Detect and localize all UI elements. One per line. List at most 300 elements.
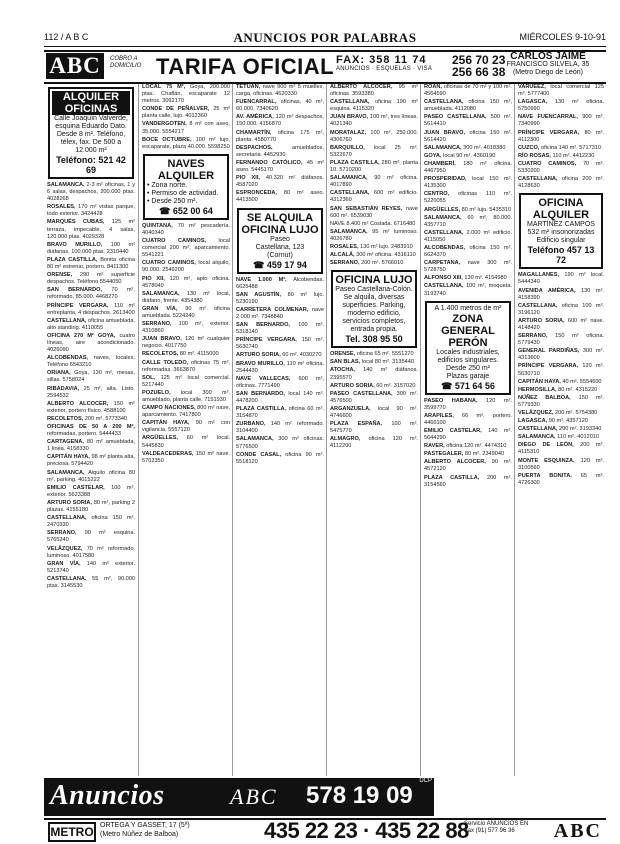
- classified-ad: [518, 84, 604, 98]
- classified-ad: [518, 458, 604, 472]
- ad-keyword: ALBERTO ALCOCER,: [330, 84, 393, 90]
- ad-keyword: PRÍNCIPE VERGARA,: [47, 302, 109, 309]
- ad-body: 110 m² entreplanta, 4 despachos. 2613400: [47, 302, 135, 316]
- classified-ad: [142, 223, 230, 237]
- ad-keyword: SALAMANCA,: [424, 214, 462, 221]
- classified-ad: [424, 161, 512, 175]
- ad-keyword: NAVE 1.000 M²,: [236, 276, 287, 283]
- classified-ad: [47, 303, 135, 317]
- ad-list: [421, 398, 515, 489]
- classified-ad: [236, 292, 324, 306]
- ad-list: [515, 272, 607, 487]
- classified-ad: [236, 307, 324, 321]
- classified-ad: [142, 420, 230, 434]
- classified-ad: [330, 190, 418, 204]
- ad-keyword: SAN BERNARDO,: [47, 287, 103, 294]
- ad-keyword: VALDEACEDERAS,: [142, 450, 194, 457]
- box-line: MARTÍNEZ CAMPOS: [527, 221, 595, 229]
- column-4: [326, 84, 421, 776]
- ad-body: 100 m² diáfanas, 100.000 ptas. 2310440: [47, 241, 136, 255]
- ad-keyword: SERRANO,: [330, 260, 360, 267]
- classified-ad: [47, 333, 135, 354]
- ad-keyword: LAGASCA,: [518, 99, 548, 106]
- classified-ad: [424, 428, 512, 442]
- ad-body: nave 900 m² 5 muelles, carga, oficinas. 4620330: [236, 84, 324, 98]
- ad-body: oficina 150 m². 6624370: [424, 244, 512, 259]
- masthead: [44, 50, 606, 84]
- fax-box: [336, 54, 446, 72]
- ad-body: local 300 m², amueblado, planta calle. 7151930: [142, 389, 230, 403]
- classified-ad: [424, 230, 512, 244]
- ad-body: oficina 175 m², planta. 4580770: [236, 129, 324, 143]
- classified-ad: [47, 515, 135, 529]
- ad-keyword: CUZCO,: [518, 144, 540, 151]
- column-6: [514, 84, 607, 776]
- ad-keyword: RAVER,: [424, 443, 445, 450]
- ad-keyword: SALAMANCA,: [142, 290, 180, 297]
- ad-keyword: PROSPERIDAD,: [424, 176, 467, 183]
- classified-ad: [518, 161, 604, 175]
- ad-keyword: QUINTANA,: [142, 222, 173, 229]
- classified-ad: [47, 439, 135, 453]
- classified-ad: [142, 375, 230, 389]
- ad-keyword: OFICINA 270 M² GOYA,: [47, 332, 116, 339]
- agency-box: [494, 53, 602, 77]
- ad-body: 600 m², oficinas. 7771490: [236, 375, 324, 389]
- ad-keyword: HERMOSILLA,: [518, 386, 557, 393]
- box-title: ALQUILER OFICINAS: [52, 91, 130, 115]
- classified-ad: [236, 361, 324, 375]
- box-line: • Desde 250 m².: [147, 197, 198, 205]
- ad-body: 280 m², planta 10. 5710200: [330, 159, 418, 174]
- ad-keyword: NÚÑEZ BALBOA,: [518, 394, 571, 401]
- ad-keyword: SALAMANCA,: [330, 175, 368, 182]
- ad-body: 130 m² oficina. 5750990: [518, 99, 604, 113]
- classified-ad: [47, 219, 135, 240]
- ad-body: oficina 60 m². 3154870: [236, 406, 324, 420]
- address-line: ORTEGA Y GASSET, 17 (5ª): [100, 822, 190, 829]
- classified-ad: [518, 176, 604, 190]
- ad-keyword: CASTELLANA,: [518, 302, 558, 309]
- ad-keyword: BRAVO MURILLO,: [47, 241, 103, 248]
- box-naves: [143, 154, 229, 220]
- ad-list: [515, 84, 607, 190]
- banner-word: Anuncios: [50, 780, 165, 811]
- ad-keyword: BRAVO MURILLO,: [236, 360, 285, 367]
- ad-keyword: ESPRONCEDA,: [236, 190, 278, 197]
- ad-keyword: RÍO ROSAS,: [518, 152, 551, 159]
- classified-ad: [330, 175, 418, 189]
- ad-body: oficina 150 m². 5614420: [424, 129, 512, 143]
- ad-body: 110 m². 4012010: [555, 434, 600, 441]
- ad-keyword: CONDE CASAL,: [236, 451, 282, 458]
- ad-keyword: PLAZA CASTILLA,: [330, 159, 380, 166]
- classified-ad: [47, 287, 135, 301]
- classified-ad: [330, 383, 418, 390]
- classified-ad: [142, 435, 230, 449]
- classified-ad: [330, 436, 418, 450]
- section-title: ANUNCIOS POR PALABRAS: [233, 30, 417, 45]
- ad-keyword: ALCOBENDAS,: [424, 244, 466, 251]
- classified-ad: [47, 318, 135, 332]
- classified-ad: [518, 363, 604, 377]
- ad-keyword: CASTELLANA,: [330, 99, 370, 106]
- ad-body: 110 m² oficina. 2544430: [236, 360, 325, 374]
- ad-body: 80 m². 2349040: [463, 451, 505, 458]
- ad-body: 140 m² diáfanos. 2395570: [330, 367, 418, 381]
- ad-keyword: PRÍNCIPE VERGARA,: [518, 363, 579, 370]
- ad-body: 150 m² exterior, portero físico. 4588100: [47, 400, 135, 414]
- classified-ad: [47, 204, 135, 218]
- ad-keyword: CHAMBERÍ,: [424, 160, 456, 167]
- ad-body: Goya, 130 m², mesas, sillas. 5758024: [47, 370, 135, 384]
- ad-keyword: SERRANO,: [47, 530, 77, 537]
- ad-body: 2.000 m² edificio. 4115050: [424, 229, 512, 243]
- classified-ad: [330, 206, 418, 220]
- classified-ad: [236, 322, 324, 336]
- ad-keyword: GOYA,: [424, 152, 442, 159]
- ad-body: nave 300 m². 5728750: [424, 260, 512, 274]
- classified-ad: [518, 130, 604, 144]
- classified-ad: [236, 190, 324, 204]
- classified-ad: [142, 276, 230, 290]
- classified-ad: [47, 401, 135, 415]
- ad-body: 200 m². 3193340: [557, 426, 602, 433]
- ad-keyword: BOCE OCTUBRE,: [142, 136, 192, 143]
- ad-body: local 150 m². 4135300: [424, 176, 512, 190]
- classified-ad: [424, 443, 512, 450]
- classified-ad: [330, 359, 418, 366]
- column-3: [232, 84, 327, 776]
- classified-ad: [518, 99, 604, 113]
- ad-body: 100 m² lujo, escaparate, plaza 40.000. 5598250: [142, 136, 230, 150]
- ad-body: amueblados, secretaria. 4452930: [236, 144, 324, 158]
- ad-body: local 80 m². 3135440: [360, 359, 414, 366]
- ad-keyword: PASEO HABANA,: [424, 397, 478, 404]
- ad-keyword: MORATALAZ,: [330, 129, 367, 136]
- classified-ad: [142, 121, 230, 135]
- ad-keyword: SAN BLAS,: [330, 359, 361, 366]
- ad-body: 120 m² despachos, 150.000. 4156870: [236, 114, 324, 128]
- ad-body: local alquilo, 90.000. 2549200: [142, 260, 230, 274]
- ad-keyword: CUATRO CAMINOS,: [518, 160, 577, 167]
- classified-ad: [424, 245, 512, 259]
- box-line: • Permiso de actividad.: [147, 189, 219, 197]
- ad-keyword: RECOLETOS,: [142, 351, 179, 358]
- classified-ad: [142, 451, 230, 465]
- ad-keyword: PASTEGALER,: [424, 451, 464, 458]
- ad-keyword: ORENSE,: [47, 272, 73, 279]
- ad-body: 66 m², portero. 4466100: [424, 412, 512, 426]
- box-title: ZONA GENERAL PERÓN: [441, 312, 495, 349]
- classified-ad: [424, 451, 512, 458]
- ad-keyword: SALAMANCA,: [47, 182, 85, 188]
- ad-body: 100 m². 5475770: [330, 421, 418, 435]
- ad-body: oficinas 75 m², reformadas. 3663870: [142, 359, 230, 373]
- box-lujo-2: [331, 270, 417, 348]
- ad-keyword: PRÍNCIPE VERGARA,: [518, 129, 580, 136]
- classified-ad: [47, 561, 135, 575]
- classified-ad: [424, 99, 512, 113]
- ad-body: local 25 m². 5322670: [330, 144, 418, 158]
- ad-keyword: PLAZA CASTILLA,: [236, 406, 287, 413]
- ad-keyword: SERRANO,: [518, 333, 548, 340]
- ad-body: Alcobendas. 6625488: [236, 276, 324, 290]
- classified-ad: [424, 207, 512, 214]
- ad-body: 100 m². 5318140: [236, 322, 324, 336]
- ad-keyword: CUATRO CAMINOS,: [142, 260, 196, 267]
- classified-ad: [236, 376, 324, 390]
- running-header: [44, 30, 606, 47]
- ad-body: 70 m² pescadería. 4040340: [142, 222, 230, 236]
- ad-body: 25 m² planta calle, lujo. 4012360: [142, 106, 230, 120]
- box-line: • Zona norte.: [147, 181, 188, 189]
- column-5: [420, 84, 515, 776]
- ad-keyword: PASEO CASTELLANA,: [424, 114, 487, 121]
- ad-body: 95 m² oficinas. 3593380: [330, 84, 418, 98]
- classified-ad: [518, 418, 604, 425]
- ad-body: oficina 65 m². 5551270: [355, 351, 414, 358]
- ad-body: 120 m². 3599770: [424, 397, 512, 411]
- classified-ad: [518, 410, 604, 417]
- service-line: Fax (91) 577 96 36: [464, 828, 515, 834]
- ad-keyword: VANDERGOTEN,: [142, 121, 187, 128]
- ad-keyword: SAN SEBASTIÁN REYES,: [330, 205, 403, 212]
- ad-body: 100 m², 250.000. 4306760: [330, 129, 418, 143]
- ad-body: Alquilo oficina 80 m², parking. 4015222: [47, 469, 135, 483]
- ad-body: 300 m² oficinas. 5776500: [236, 436, 324, 450]
- ad-keyword: CAMPO NACIONES,: [142, 405, 196, 412]
- classified-ad: [236, 421, 324, 435]
- ad-keyword: CAPITÁN HAYA,: [142, 420, 190, 427]
- classified-ad: [424, 283, 512, 297]
- box-line: (Cornut): [267, 251, 293, 259]
- ad-body: 200 m². 3154560: [424, 474, 512, 488]
- issue-date: MIÉRCOLES 9-10-91: [519, 32, 606, 42]
- ad-keyword: CASTELLANA,: [518, 176, 558, 183]
- ad-keyword: POZUELO,: [142, 389, 171, 396]
- classified-ad: [330, 351, 418, 358]
- ad-keyword: JUAN BRAVO,: [142, 336, 182, 343]
- classified-ad: [236, 145, 324, 159]
- box-oficinas: [48, 87, 134, 179]
- classified-ad: [47, 257, 135, 271]
- ad-keyword: RECOLETOS,: [47, 415, 84, 422]
- ad-keyword: ARGANZUELA,: [330, 405, 371, 412]
- classified-ad: [330, 84, 418, 98]
- classified-ad: [236, 175, 324, 189]
- ad-keyword: SALAMANCA,: [47, 469, 85, 476]
- classified-ad: [330, 229, 418, 243]
- ad-body: 200 m². 5766010: [359, 260, 404, 267]
- ad-body: 90 m² esquina. 5765240: [47, 530, 135, 544]
- ad-keyword: CASTELLANA,: [330, 190, 370, 197]
- ad-keyword: CASTELLANA,: [47, 515, 87, 522]
- classified-ad: NAVE 8.400 m² Coslada. 6716480: [330, 220, 416, 227]
- ad-keyword: FUENCARRAL,: [236, 99, 277, 106]
- box-line: Calle Joaquín Valverde, esquina Eduardo Dato.: [54, 115, 128, 130]
- ad-keyword: CASTELLANA,: [424, 99, 464, 106]
- classified-ad: [424, 398, 512, 412]
- ad-keyword: GRAN VÍA,: [47, 560, 81, 567]
- ad-keyword: PLAZA ESPAÑA,: [330, 421, 383, 428]
- ad-body: oficina amueblada, alto standing. 4110055: [47, 317, 135, 331]
- fax-sub: ANUNCIOS · ESQUELAS · VISA: [336, 66, 433, 72]
- ad-keyword: ALCALÁ,: [330, 252, 355, 259]
- ad-keyword: LAGASCA,: [518, 418, 548, 425]
- ad-keyword: ALBERTO ALCOCER,: [47, 400, 109, 407]
- ad-body: 600 m² nave. 4148420: [518, 317, 605, 331]
- ad-body: 600 m² edificio. 4312360: [330, 190, 418, 204]
- classified-ad: [236, 114, 324, 128]
- classified-ad: [518, 426, 604, 433]
- classified-ad: [142, 390, 230, 404]
- ad-body: 100 m², exterior. 4310860: [142, 321, 230, 335]
- ad-keyword: ARTURO SORIA,: [518, 317, 565, 324]
- page-number: 112 / A B C: [44, 32, 89, 42]
- ad-list: [421, 84, 515, 298]
- classified-ad: [236, 337, 324, 351]
- box-lujo: [237, 208, 323, 274]
- classified-ad: [142, 360, 230, 374]
- classified-ad: [142, 260, 230, 274]
- ad-body: 98 m² planta alta, preciosa. 5794420: [47, 454, 135, 468]
- classified-ad: [424, 145, 512, 152]
- fax-number: FAX: 358 11 74: [336, 54, 427, 66]
- box-line: Paseo: [270, 235, 290, 243]
- ad-body: 300 m². 4313600: [518, 348, 604, 362]
- ad-body: 80 m² lujo. 5230190: [236, 291, 324, 305]
- ad-list: [327, 84, 421, 267]
- ad-list: [139, 223, 233, 465]
- ad-body: 40.320 m² diáfanos. 4587020: [236, 175, 324, 189]
- metro-logo: METRO: [48, 822, 96, 842]
- ad-keyword: ARTURO SORIA,: [47, 499, 93, 506]
- ad-body: oficina 150 m², amueblada. 4112080: [424, 99, 512, 113]
- ad-keyword: ROAN,: [424, 84, 443, 90]
- ad-body: 70 m² reformado, luminoso. 4017580: [47, 545, 135, 559]
- ad-body: 120 m², apto oficina. 4578040: [142, 275, 230, 289]
- box-alquiler-2: [519, 193, 603, 269]
- ad-body: 80 m² lujo. 5435310: [460, 206, 512, 213]
- ad-body: oficina 120 m². 4112200: [330, 436, 418, 450]
- ad-body: 140 m² exterior. 5213740: [47, 560, 135, 574]
- ad-keyword: SAN BERNARDO,: [236, 322, 290, 329]
- classified-ad: [47, 386, 135, 400]
- ad-keyword: ORIANA,: [47, 370, 71, 377]
- ad-body: nave 600 m². 6539030: [330, 205, 418, 219]
- box-general-peron: [425, 301, 511, 395]
- ad-body: 100 m², moqueta. 3193740: [424, 283, 512, 297]
- classified-ad: [330, 145, 418, 159]
- classified-ad: [330, 114, 418, 128]
- ad-body: oficinas 110 m². 5220055: [424, 191, 512, 205]
- ad-body: oficina 190 m² esquina. 4115320: [330, 99, 418, 113]
- classified-ad: [47, 242, 135, 256]
- ad-keyword: ARGÜELLES,: [424, 206, 461, 213]
- ad-keyword: ZURBANO,: [236, 421, 266, 428]
- ad-keyword: CHAMARTÍN,: [236, 129, 272, 136]
- classified-ad: [142, 336, 230, 350]
- ad-body: 130 m² lujo. 2483910: [358, 243, 413, 250]
- ad-body: 90 m² oficina amueblada. 5224240: [142, 305, 231, 319]
- classified-ad: [424, 215, 512, 229]
- classified-ad: [236, 84, 324, 98]
- ad-body: 120 m². 3100560: [518, 457, 604, 471]
- ad-body: 300 m². 4576500: [330, 390, 418, 404]
- bottom-brand: ABC: [553, 820, 602, 842]
- ad-body: 60 m², 80.000. 4357710: [424, 214, 512, 228]
- ad-body: 190 m² local. 5444340: [518, 272, 604, 286]
- classified-ad: [424, 459, 512, 473]
- classified-ad: [47, 416, 135, 423]
- classified-ad: [424, 176, 512, 190]
- ad-body: 140 m² reformado. 3104400: [236, 421, 324, 435]
- classified-ad: [47, 485, 135, 499]
- classified-ad: [142, 321, 230, 335]
- ad-body: 90 m² con vigilancia. 5557120: [142, 420, 230, 434]
- ad-keyword: AV. AMÉRICA,: [236, 114, 274, 121]
- box-line: Plazas garaje: [446, 372, 490, 380]
- classified-ad: [518, 387, 604, 394]
- ad-body: 200 m². 5773340: [83, 415, 128, 422]
- banner-brand: ABC: [230, 784, 278, 809]
- ad-body: 200 m². 4115310: [518, 442, 604, 456]
- ad-keyword: SAN BERNARDO,: [236, 390, 286, 397]
- classified-ad: [330, 260, 418, 267]
- classified-ad: [47, 500, 135, 514]
- ad-keyword: JUAN BRAVO,: [330, 114, 369, 121]
- ad-body: 120 m² cualquier negocio. 4017750: [142, 336, 231, 350]
- ad-keyword: JUAN BRAVO,: [424, 129, 466, 136]
- ad-body: 140 m². 5644290: [424, 428, 512, 442]
- ad-body: 2-3 m² oficinas, 1 y 6 salas, despachos, 200.000 ptas. 4028268: [47, 182, 135, 203]
- classified-ad: [236, 277, 324, 291]
- masthead-phone-2: 256 66 38: [452, 65, 506, 79]
- ad-keyword: DIEGO DE LEÓN,: [518, 442, 574, 449]
- ad-keyword: OFICINAS DE 50 A 200 M²,: [47, 424, 135, 430]
- ad-keyword: NAVE FUENCARRAL,: [518, 114, 578, 121]
- bottom-strip: [44, 818, 606, 842]
- classified-ad: [518, 379, 604, 386]
- box-phone: Teléfono: 521 42 69: [56, 155, 126, 175]
- classified-ad: [142, 238, 230, 259]
- box-title: OFICINA LUJO: [335, 274, 413, 287]
- classified-ad: [518, 395, 604, 409]
- box-line: Locales industriales, edificios singulares.: [436, 348, 500, 364]
- classified-ad: [330, 244, 418, 251]
- ad-body: 110 m². 4412230: [550, 152, 595, 159]
- ad-keyword: DESPACHOS,: [236, 144, 273, 151]
- ad-keyword: SALAMANCA,: [518, 434, 556, 441]
- ad-keyword: EMILIO CASTELAR,: [424, 428, 482, 434]
- ad-keyword: CARPETANA,: [424, 260, 461, 267]
- ad-keyword: ARTURO SORIA,: [330, 382, 375, 389]
- ad-body: 80 m², parking 2 plazas. 4155180: [47, 499, 136, 514]
- ad-body: 80 m² aseo. 4413500: [236, 190, 324, 204]
- box-line: Desde 250 m²: [446, 364, 490, 372]
- ad-body: naves, locales. Teléfono 6543210: [47, 355, 135, 369]
- ad-body: 80 m². 4315220: [556, 386, 598, 393]
- ad-keyword: PLAZA CASTILLA,: [47, 256, 98, 263]
- ad-columns: [44, 84, 606, 776]
- ad-body: 60 m². 3157020: [374, 382, 416, 389]
- ad-keyword: CASTELLANA,: [518, 426, 558, 433]
- ad-body: oficina 150 m². 2470330: [47, 515, 135, 529]
- classified-ad: [518, 303, 604, 317]
- ad-keyword: PIO XII,: [142, 275, 165, 282]
- classified-ad: [47, 530, 135, 544]
